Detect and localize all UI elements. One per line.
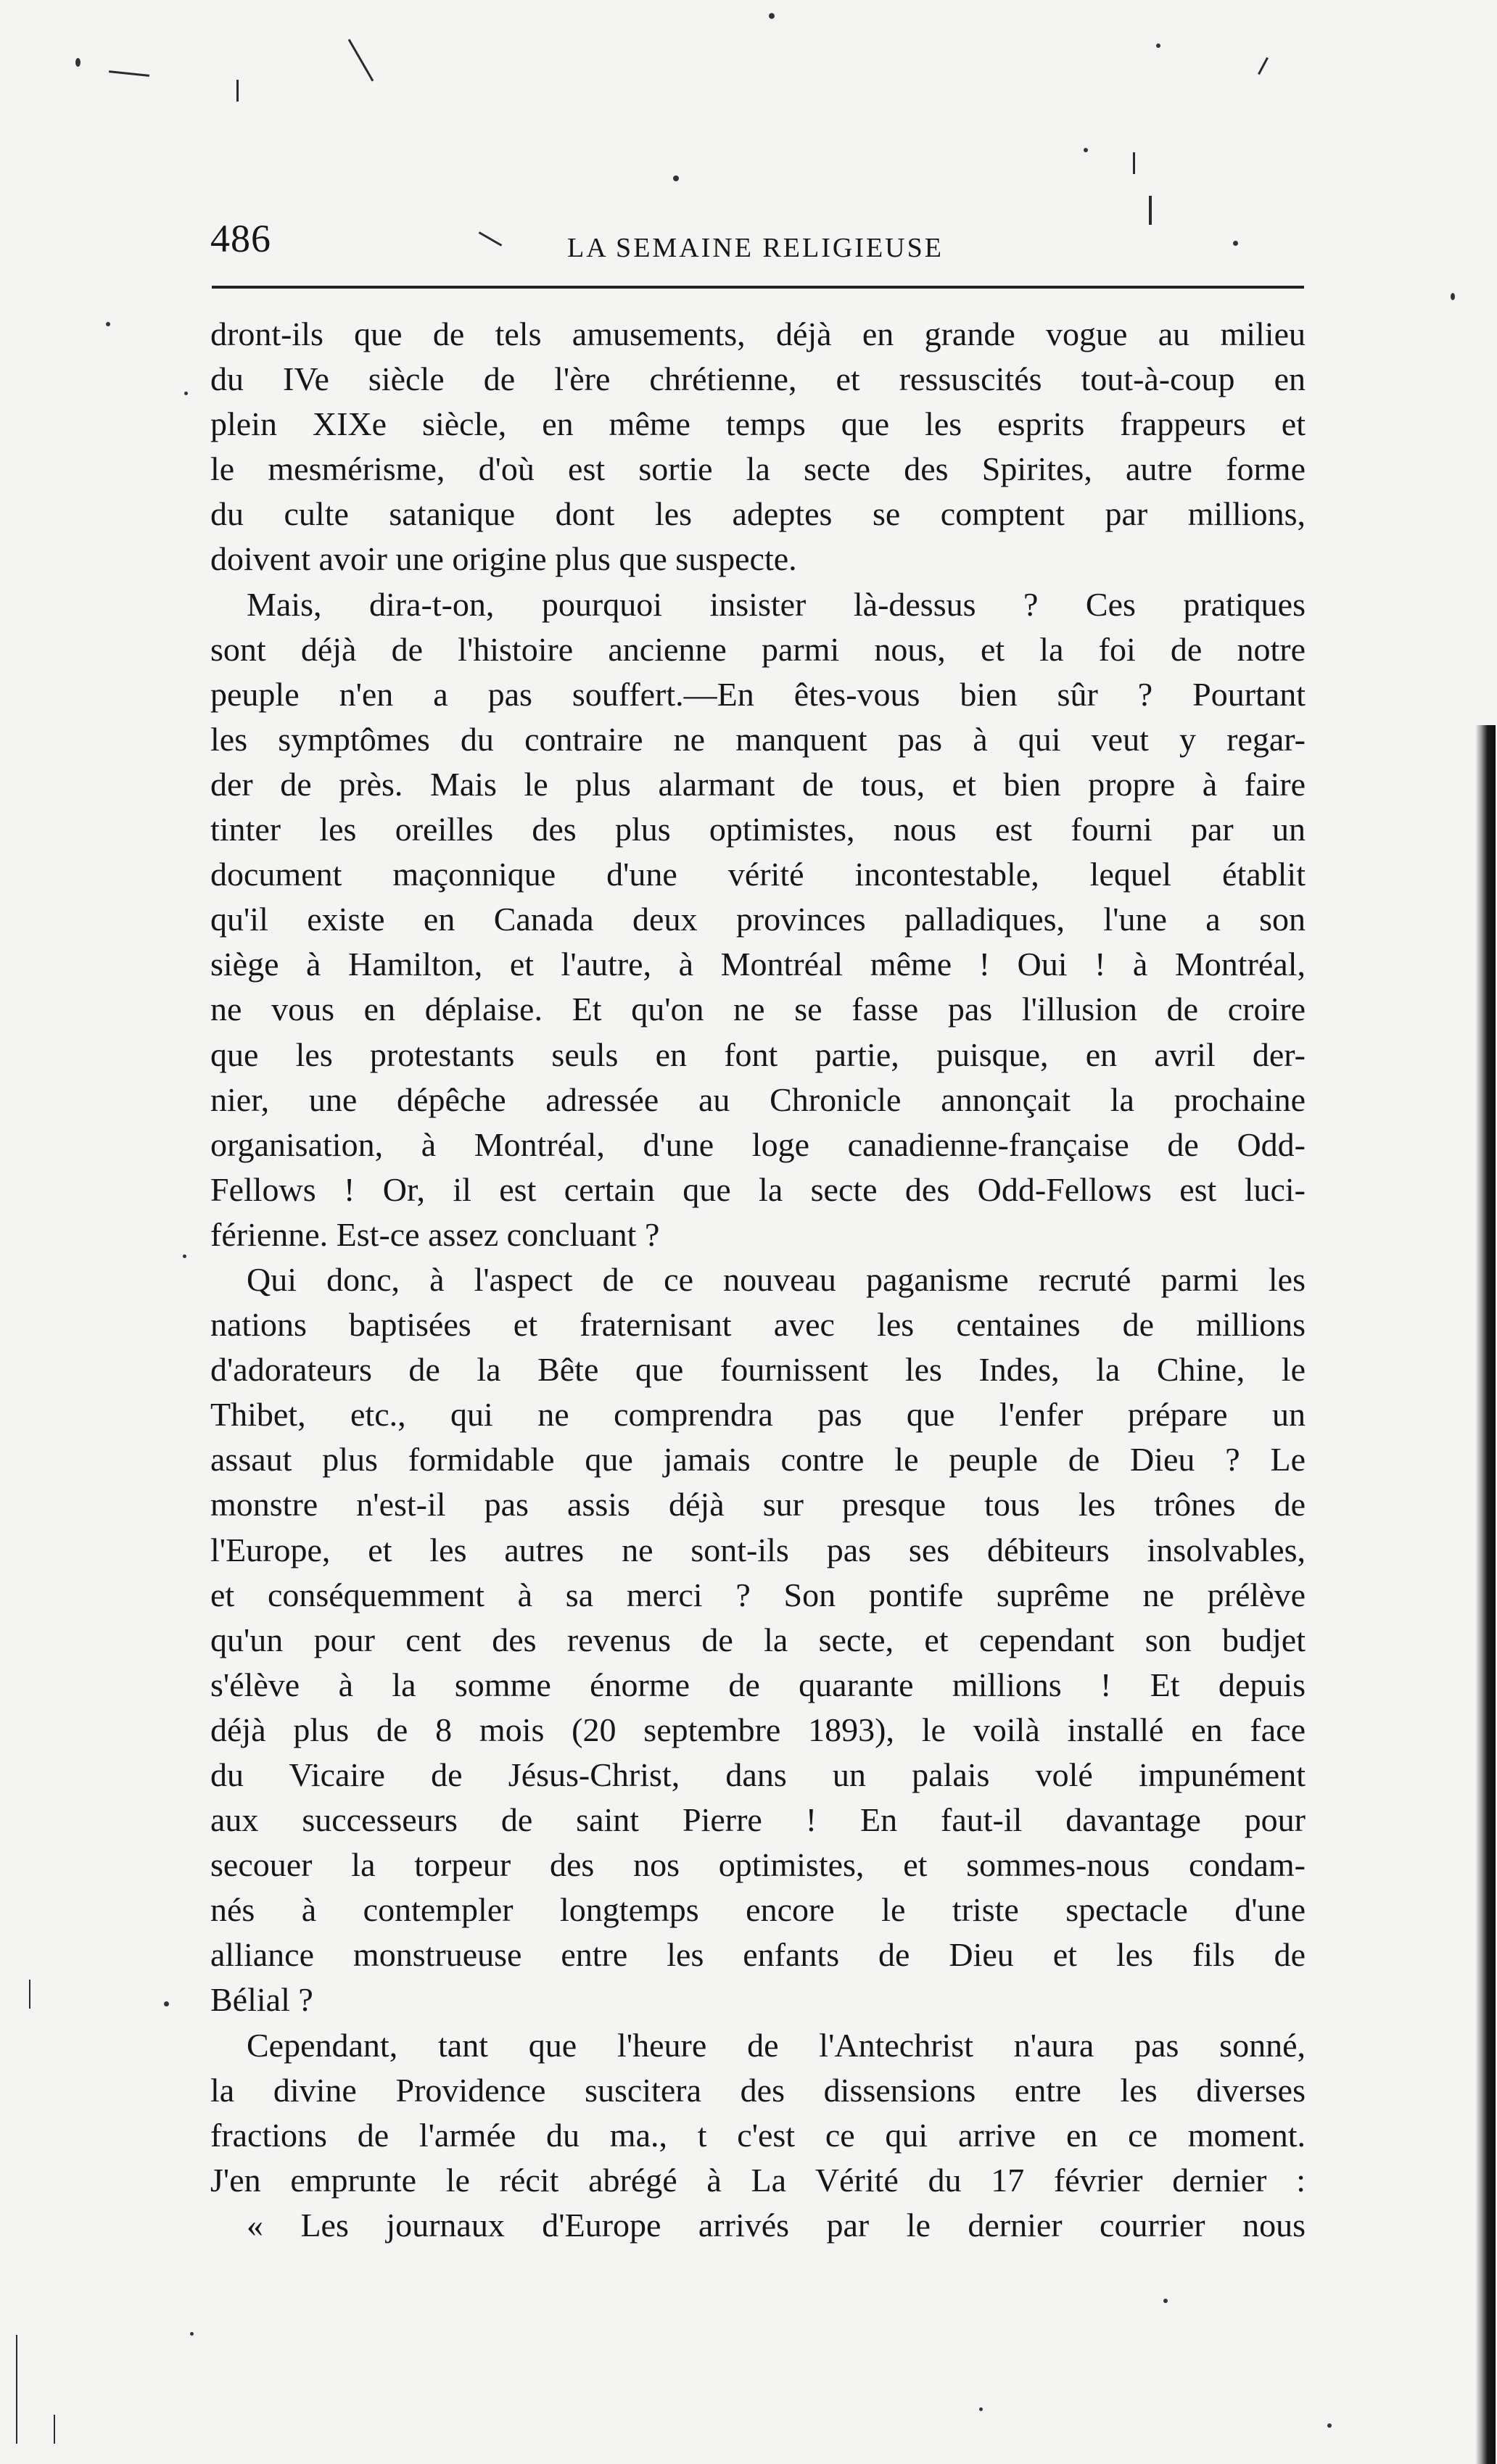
page-header — [210, 216, 1306, 274]
scan-speck — [184, 392, 188, 395]
text-line: tinter les oreilles des plus optimistes, nous est fourni par un — [210, 811, 1306, 848]
text-line: assaut plus formidable que jamais contre le peuple de Dieu ? Le — [210, 1441, 1306, 1479]
scan-speck — [769, 13, 775, 19]
scan-speck — [183, 1254, 186, 1258]
scan-mark — [236, 80, 239, 102]
text-line: organisation, à Montréal, d'une loge canadienne-française de Odd- — [210, 1125, 1306, 1163]
text-line: monstre n'est-il pas assis déjà sur presque tous les trônes de — [210, 1486, 1306, 1524]
scan-mark — [1133, 152, 1135, 174]
page-edge-shadow — [1475, 725, 1496, 2464]
text-line: fractions de l'armée du ma., t c'est ce qui arrive en ce moment. — [210, 2116, 1306, 2154]
text-line: du Vicaire de Jésus-Christ, dans un palais volé impunément — [210, 1756, 1306, 1793]
text-line: ne vous en déplaise. Et qu'on ne se fasse pas l'illusion de croire — [210, 991, 1306, 1028]
running-title: LA SEMAINE RELIGIEUSE — [567, 233, 944, 263]
scan-mark — [29, 1980, 30, 2009]
text-line: nier, une dépêche adressée au Chronicle annonçait la prochaine — [210, 1080, 1306, 1118]
text-line: que les protestants seuls en font partie, puisque, en avril der- — [210, 1035, 1306, 1073]
scan-speck — [190, 2332, 194, 2336]
scan-mark — [1258, 57, 1269, 75]
text-line: la divine Providence suscitera des dissensions entre les diverses — [210, 2071, 1306, 2109]
text-line: d'adorateurs de la Bête que fournissent les Indes, la Chine, le — [210, 1351, 1306, 1389]
text-line: et conséquemment à sa merci ? Son pontife suprême ne prélève — [210, 1576, 1306, 1613]
scan-speck — [673, 175, 679, 181]
scan-speck — [1451, 293, 1455, 300]
scan-speck — [1233, 241, 1238, 246]
text-line: document maçonnique d'une vérité incontestable, lequel établit — [210, 856, 1306, 893]
scan-speck — [106, 322, 110, 326]
scan-mark — [1149, 196, 1152, 225]
scan-speck — [164, 2001, 169, 2006]
text-line: du IVe siècle de l'ère chrétienne, et ressuscités tout-à-coup en — [210, 360, 1306, 398]
text-line: siège à Hamilton, et l'autre, à Montréal même ! Oui ! à Montréal, — [210, 946, 1306, 983]
scan-speck — [1163, 2299, 1168, 2303]
scan-speck — [1327, 2423, 1332, 2428]
scan-speck — [75, 58, 81, 67]
text-line: les symptômes du contraire ne manquent pas à qui veut y regar- — [210, 720, 1306, 758]
text-line: « Les journaux d'Europe arrivés par le dernier courrier nous — [247, 2206, 1306, 2244]
text-line: Qui donc, à l'aspect de ce nouveau paganisme recruté parmi les — [247, 1260, 1306, 1298]
text-line: peuple n'en a pas souffert.—En êtes-vous bien sûr ? Pourtant — [210, 675, 1306, 713]
text-line: nés à contempler longtemps encore le triste spectacle d'une — [210, 1891, 1306, 1929]
scan-mark — [16, 2335, 17, 2444]
text-line: secouer la torpeur des nos optimistes, et sommes-nous condam- — [210, 1846, 1306, 1884]
text-line: férienne. Est-ce assez concluant ? — [210, 1215, 660, 1253]
text-line: Bélial ? — [210, 1981, 313, 2019]
text-line: doivent avoir une origine plus que suspecte. — [210, 540, 797, 578]
text-line: du culte satanique dont les adeptes se comptent par millions, — [210, 495, 1306, 533]
text-line: alliance monstrueuse entre les enfants de Dieu et les fils de — [210, 1936, 1306, 1974]
text-line: s'élève à la somme énorme de quarante millions ! Et depuis — [210, 1666, 1306, 1703]
page-number: 486 — [210, 217, 271, 260]
text-line: nations baptisées et fraternisant avec les centaines de millions — [210, 1306, 1306, 1344]
scan-speck — [1156, 44, 1160, 48]
text-line: der de près. Mais le plus alarmant de tous, et bien propre à faire — [210, 765, 1306, 803]
text-line: le mesmérisme, d'où est sortie la secte des Spirites, autre forme — [210, 450, 1306, 488]
scan-speck — [1084, 148, 1088, 152]
scan-mark — [54, 2415, 55, 2444]
text-line: Cependant, tant que l'heure de l'Antechrist n'aura pas sonné, — [247, 2026, 1306, 2064]
text-line: J'en emprunte le récit abrégé à La Vérité du 17 février dernier : — [210, 2161, 1306, 2199]
text-line: sont déjà de l'histoire ancienne parmi nous, et la foi de notre — [210, 630, 1306, 668]
text-line: qu'il existe en Canada deux provinces palladiques, l'une a son — [210, 901, 1306, 938]
header-rule — [212, 286, 1304, 289]
scan-mark — [109, 70, 149, 77]
text-line: aux successeurs de saint Pierre ! En faut-il davantage pour — [210, 1801, 1306, 1839]
body-text — [210, 312, 1306, 2248]
scan-mark — [348, 39, 374, 82]
text-line: déjà plus de 8 mois (20 septembre 1893), le voilà installé en face — [210, 1711, 1306, 1748]
text-line: l'Europe, et les autres ne sont-ils pas ses débiteurs insolvables, — [210, 1531, 1306, 1568]
scan-speck — [979, 2407, 983, 2411]
text-line: qu'un pour cent des revenus de la secte, et cependant son budjet — [210, 1621, 1306, 1658]
text-line: Fellows ! Or, il est certain que la secte des Odd-Fellows est luci- — [210, 1170, 1306, 1208]
text-line: Thibet, etc., qui ne comprendra pas que l'enfer prépare un — [210, 1396, 1306, 1434]
text-line: Mais, dira-t-on, pourquoi insister là-dessus ? Ces pratiques — [247, 585, 1306, 623]
text-line: plein XIXe siècle, en même temps que les esprits frappeurs et — [210, 405, 1306, 443]
text-line: dront-ils que de tels amusements, déjà en grande vogue au milieu — [210, 315, 1306, 352]
